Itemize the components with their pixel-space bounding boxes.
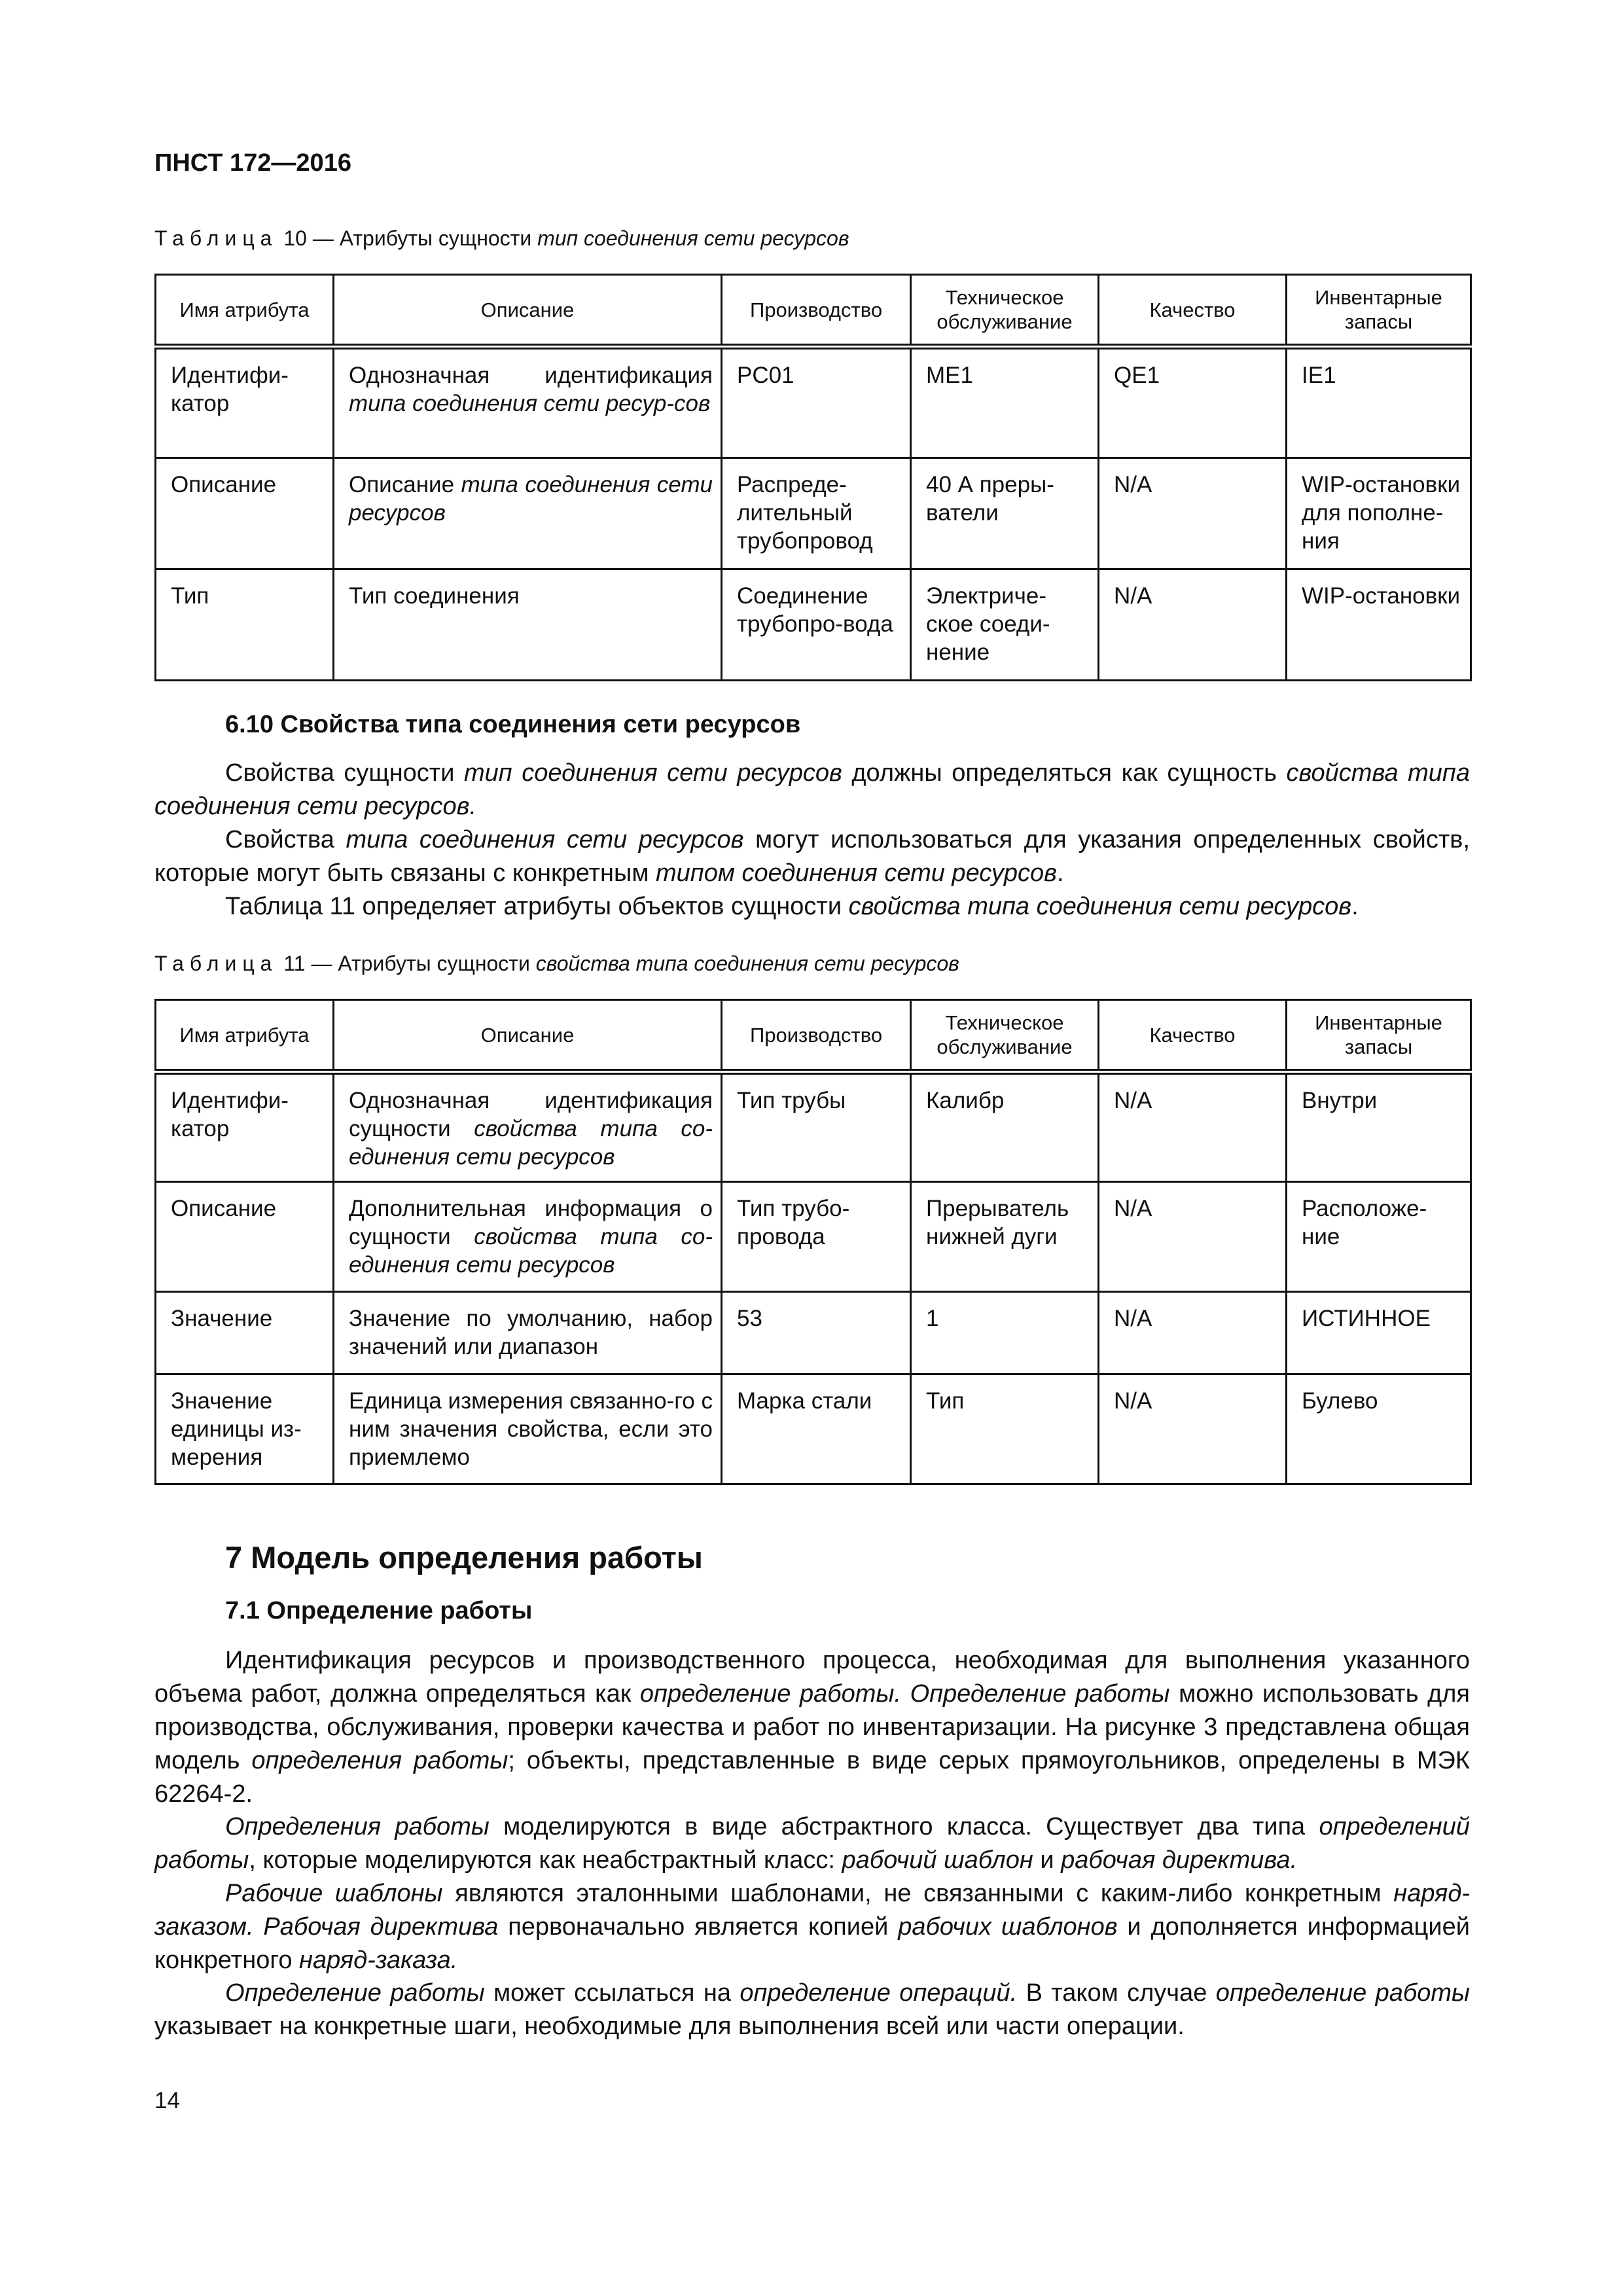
table-cell: 40 А преры-ватели xyxy=(911,458,1099,569)
table-cell: Тип xyxy=(911,1374,1099,1484)
table11-header-inventory: Инвентарные запасы xyxy=(1287,1000,1471,1072)
table-cell: N/A xyxy=(1099,1072,1287,1182)
table-cell: Описание xyxy=(156,1182,334,1292)
table-row xyxy=(156,1374,1471,1484)
section-6-10-paragraph-2: Свойства типа соединения сети ресурсов могут использоваться для указания определенных свойств, которые могут быть связаны с конкретным типом соединения сети ресурсов. xyxy=(154,826,1471,887)
table11-header-quality: Качество xyxy=(1099,1000,1287,1072)
section-7-1-paragraph-3: Рабочие шаблоны являются эталонными шаблонами, не связанными с каким-либо конкретным наряд-заказом. Рабочая директива первоначально является копией рабочих шаблонов и дополняется информацией конкретного наряд-заказа. xyxy=(154,1880,1471,1974)
document-id: ПНСТ 172—2016 xyxy=(154,149,351,177)
section-7-1-paragraph-1: Идентификация ресурсов и производственного процесса, необходимая для выполнения указанного объема работ, должна определяться как определение работы. Определение работы можно использовать для производства, обслуживания, проверки качества и работ по инвентаризации. На рисунке 3 представлена общая модель определения работы; объекты, представленные в виде серых прямоугольников, определены в МЭК 62264-2. xyxy=(154,1647,1471,1808)
table-cell: Однозначная идентификация типа соединения сети ресур-сов xyxy=(334,347,722,458)
table-cell: Дополнительная информация о сущности свойства типа со-единения сети ресурсов xyxy=(334,1182,722,1292)
table-cell: N/A xyxy=(1099,1292,1287,1374)
table-cell: N/A xyxy=(1099,569,1287,681)
table-row xyxy=(156,347,1471,458)
table11 xyxy=(154,999,1472,1485)
table-row xyxy=(156,1182,1471,1292)
table-cell: Идентифи-катор xyxy=(156,347,334,458)
table11-caption-text: 11 — Атрибуты сущности xyxy=(283,952,530,975)
table-cell: Значение единицы из-мерения xyxy=(156,1374,334,1484)
table-cell: Внутри xyxy=(1287,1072,1471,1182)
table-cell: Распреде-лительный трубопровод xyxy=(722,458,911,569)
table-cell: Калибр xyxy=(911,1072,1099,1182)
table-cell: Булево xyxy=(1287,1374,1471,1484)
table-cell: 53 xyxy=(722,1292,911,1374)
table11-header-description: Описание xyxy=(334,1000,722,1072)
table10-caption-text: 10 — Атрибуты сущности xyxy=(283,226,532,250)
table-row xyxy=(156,569,1471,681)
table11-caption-label: Таблица xyxy=(154,952,278,975)
section-6-10-paragraph-3: Таблица 11 определяет атрибуты объектов сущности свойства типа соединения сети ресурсов. xyxy=(225,893,1359,920)
table-cell: Тип соединения xyxy=(334,569,722,681)
table10-header-maintenance: Техническое обслуживание xyxy=(911,275,1099,347)
table10-header-quality: Качество xyxy=(1099,275,1287,347)
table-cell: Описание типа соединения сети ресурсов xyxy=(334,458,722,569)
table-cell: WIP-остановки для пополне-ния xyxy=(1287,458,1471,569)
table-cell: Тип трубо-провода xyxy=(722,1182,911,1292)
table-cell: Тип xyxy=(156,569,334,681)
table-row xyxy=(156,458,1471,569)
table10-caption xyxy=(154,226,849,251)
section-6-10-paragraph-1: Свойства сущности тип соединения сети ресурсов должны определяться как сущность свойства типа соединения сети ресурсов. xyxy=(154,759,1470,820)
table10-header-name: Имя атрибута xyxy=(156,275,334,347)
table-cell: N/A xyxy=(1099,1182,1287,1292)
table-cell: 1 xyxy=(911,1292,1099,1374)
table-row xyxy=(156,1292,1471,1374)
table-cell: Идентифи-катор xyxy=(156,1072,334,1182)
table-cell: Описание xyxy=(156,458,334,569)
section-7-heading: 7 Модель определения работы xyxy=(225,1540,703,1575)
table-cell: ИСТИННОЕ xyxy=(1287,1292,1471,1374)
table10-caption-label: Таблица xyxy=(154,226,278,250)
section-7-1-heading: 7.1 Определение работы xyxy=(225,1597,533,1624)
table-cell: Значение xyxy=(156,1292,334,1374)
section-6-10-heading: 6.10 Свойства типа соединения сети ресурсов xyxy=(225,711,801,738)
table-cell: N/A xyxy=(1099,1374,1287,1484)
table-cell: Единица измерения связанно-го с ним значения свойства, если это приемлемо xyxy=(334,1374,722,1484)
table10-header-description: Описание xyxy=(334,275,722,347)
table11-caption-italic: свойства типа соединения сети ресурсов xyxy=(535,952,959,975)
table-cell: Прерыватель нижней дуги xyxy=(911,1182,1099,1292)
table10-header-inventory: Инвентарные запасы xyxy=(1287,275,1471,347)
section-7-1-paragraph-2: Определения работы моделируются в виде абстрактного класса. Существует два типа определений работы, которые моделируются как неабстрактный класс: рабочий шаблон и рабочая директива. xyxy=(154,1813,1470,1874)
table11-header-name: Имя атрибута xyxy=(156,1000,334,1072)
table-cell: QE1 xyxy=(1099,347,1287,458)
table-cell: N/A xyxy=(1099,458,1287,569)
table-cell: Расположе-ние xyxy=(1287,1182,1471,1292)
table-cell: PC01 xyxy=(722,347,911,458)
table-cell: Соединение трубопро-вода xyxy=(722,569,911,681)
table11-header-production: Производство xyxy=(722,1000,911,1072)
table-cell: Значение по умолчанию, набор значений или диапазон xyxy=(334,1292,722,1374)
page-number: 14 xyxy=(154,2088,180,2113)
table-cell: Тип трубы xyxy=(722,1072,911,1182)
table-cell: WIP-остановки xyxy=(1287,569,1471,681)
table-cell: IE1 xyxy=(1287,347,1471,458)
table11-caption xyxy=(154,952,959,976)
table-cell: Марка стали xyxy=(722,1374,911,1484)
table11-header-maintenance: Техническое обслуживание xyxy=(911,1000,1099,1072)
table-cell: Электриче-ское соеди-нение xyxy=(911,569,1099,681)
table-cell: Однозначная идентификация сущности свойства типа со-единения сети ресурсов xyxy=(334,1072,722,1182)
section-7-1-paragraph-4: Определение работы может ссылаться на определение операций. В таком случае определение работы указывает на конкретные шаги, необходимые для выполнения всей или части операции. xyxy=(154,1979,1470,2040)
table10-header-production: Производство xyxy=(722,275,911,347)
table10 xyxy=(154,274,1472,681)
table-cell: ME1 xyxy=(911,347,1099,458)
table-row xyxy=(156,1072,1471,1182)
table10-caption-italic: тип соединения сети ресурсов xyxy=(537,226,849,250)
